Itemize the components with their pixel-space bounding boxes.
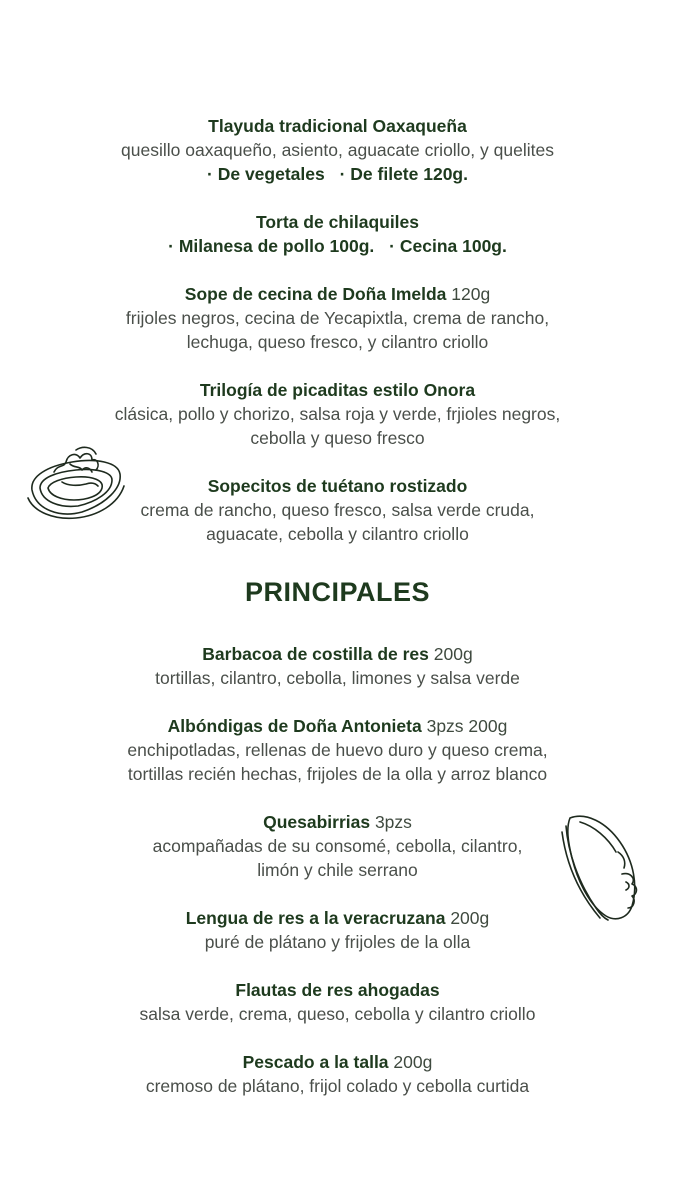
dish-description: lechuga, queso fresco, y cilantro criollo <box>186 332 489 352</box>
dish-quantity: 3pzs 200g <box>426 716 508 736</box>
menu-page <box>0 114 675 1122</box>
dish-name: Barbacoa de costilla de res <box>202 644 429 664</box>
dish-description: quesillo oaxaqueño, asiento, aguacate criollo, y quelites <box>121 140 554 160</box>
dish-description: cebolla y queso fresco <box>250 428 425 448</box>
dish-quantity: 3pzs <box>374 812 412 832</box>
dish-description: tortillas recién hechas, frijoles de la olla y arroz blanco <box>127 764 548 784</box>
dish-option: · De filete 120g. <box>339 164 468 184</box>
dish-options <box>0 162 675 186</box>
dish-option: · Cecina 100g. <box>389 236 507 256</box>
dish-options <box>0 234 675 258</box>
dish-description: acompañadas de su consomé, cebolla, cilantro, <box>152 836 523 856</box>
dish-name: Sope de cecina de Doña Imelda <box>184 284 447 304</box>
dish-description: aguacate, cebolla y cilantro criollo <box>206 524 469 544</box>
dish-description: salsa verde, crema, queso, cebolla y cilantro criollo <box>139 1004 536 1024</box>
dish-quantity: 200g <box>433 644 473 664</box>
dish-option: · Milanesa de pollo 100g. <box>168 236 375 256</box>
menu-item-picaditas <box>0 378 675 450</box>
dish-name: Sopecitos de tuétano rostizado <box>207 476 468 496</box>
dish-name: Tlayuda tradicional Oaxaqueña <box>208 116 467 136</box>
dish-option: · De vegetales <box>207 164 325 184</box>
dish-name: Lengua de res a la veracruzana <box>185 908 446 928</box>
dish-name: Albóndigas de Doña Antonieta <box>167 716 422 736</box>
taco-doodle-icon <box>560 812 644 924</box>
menu-item-torta <box>0 210 675 258</box>
dish-description: cremoso de plátano, frijol colado y cebolla curtida <box>145 1076 530 1096</box>
dish-description: enchipotladas, rellenas de huevo duro y queso crema, <box>127 740 548 760</box>
dish-name: Pescado a la talla <box>242 1052 389 1072</box>
menu-item-pescado <box>0 1050 675 1098</box>
menu-item-sope <box>0 282 675 354</box>
dish-description: frijoles negros, cecina de Yecapixtla, crema de rancho, <box>125 308 550 328</box>
menu-item-barbacoa <box>0 642 675 690</box>
sope-doodle-icon <box>26 442 130 522</box>
dish-name: Quesabirrias <box>263 812 371 832</box>
dish-quantity: 200g <box>450 908 490 928</box>
dish-name: Trilogía de picaditas estilo Onora <box>199 380 476 400</box>
dish-name: Torta de chilaquiles <box>255 212 420 232</box>
section-title-principales: PRINCIPALES <box>244 577 431 607</box>
dish-description: crema de rancho, queso fresco, salsa verde cruda, <box>140 500 535 520</box>
dish-description: clásica, pollo y chorizo, salsa roja y verde, frjioles negros, <box>114 404 561 424</box>
dish-quantity: 120g <box>451 284 491 304</box>
menu-item-tlayuda <box>0 114 675 186</box>
dish-description: tortillas, cilantro, cebolla, limones y salsa verde <box>155 668 520 688</box>
menu-item-albondigas <box>0 714 675 786</box>
dish-description: limón y chile serrano <box>257 860 418 880</box>
dish-name: Flautas de res ahogadas <box>235 980 440 1000</box>
dish-description: puré de plátano y frijoles de la olla <box>204 932 471 952</box>
menu-item-flautas <box>0 978 675 1026</box>
dish-quantity: 200g <box>393 1052 433 1072</box>
